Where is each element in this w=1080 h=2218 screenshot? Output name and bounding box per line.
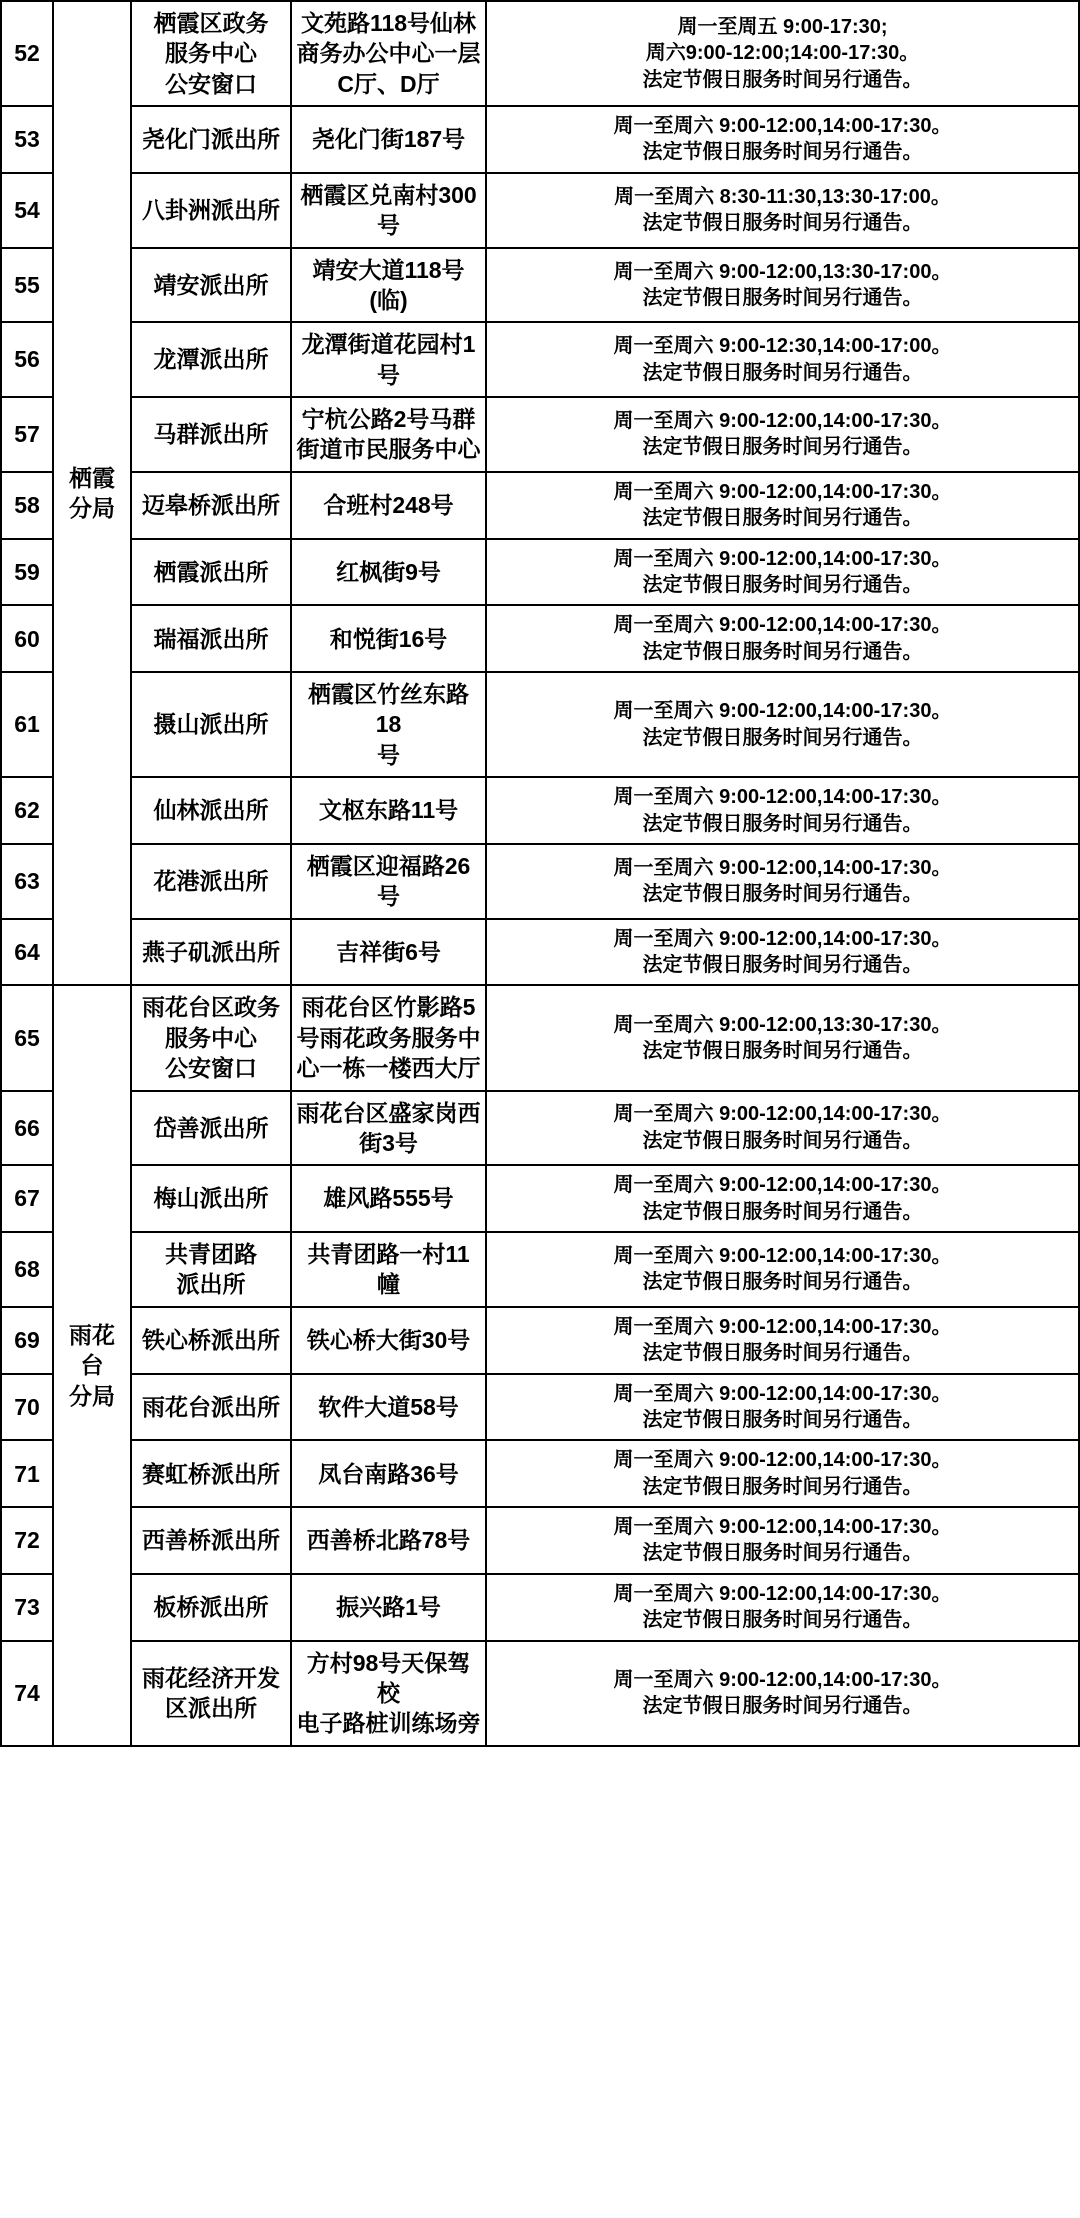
table-row: [1, 397, 1079, 472]
service-hours-cell: [486, 605, 1079, 672]
service-hours-line: 周一至周六 9:00-12:00,14:00-17:30。: [613, 1382, 952, 1405]
station-name-cell: [131, 539, 291, 606]
table-row: [1, 173, 1079, 248]
service-hours-cell: [486, 1641, 1079, 1746]
table-row: [1, 322, 1079, 397]
station-name-line: 燕子矶派出所: [142, 938, 280, 965]
station-address-line: 软件大道58号: [318, 1393, 459, 1420]
station-address-line: 振兴路1号: [336, 1594, 441, 1621]
station-address-line: 街道市民服务中心: [296, 436, 481, 463]
station-address-line: (临): [369, 286, 408, 313]
service-hours-cell: [486, 173, 1079, 248]
service-hours-line: 法定节假日服务时间另行通告。: [642, 1695, 923, 1718]
station-address-line: 宁杭公路2号马群: [301, 406, 476, 433]
row-index-cell: 66: [1, 1091, 53, 1166]
station-address-line: 铁心桥大街30号: [306, 1326, 471, 1353]
station-name-cell: [131, 1374, 291, 1441]
service-hours-cell: [486, 248, 1079, 323]
station-name-line: 服务中心: [165, 1024, 257, 1051]
service-hours-line: 周一至周六 8:30-11:30,13:30-17:00。: [614, 185, 951, 208]
table-row: [1, 985, 1079, 1090]
station-address-line: 共青团路一村11幢: [307, 1241, 470, 1298]
service-hours-line: 周一至周六 9:00-12:00,14:00-17:30。: [613, 927, 952, 950]
station-name-cell: [131, 322, 291, 397]
station-name-line: 靖安派出所: [153, 271, 269, 298]
service-hours-line: 法定节假日服务时间另行通告。: [642, 1200, 923, 1223]
row-index-cell: 67: [1, 1165, 53, 1232]
service-hours-cell: [486, 672, 1079, 777]
service-hours-line: 周一至周六 9:00-12:00,14:00-17:30。: [613, 786, 952, 809]
service-hours-line: 法定节假日服务时间另行通告。: [642, 812, 923, 835]
service-hours-line: 周一至周六 9:00-12:00,14:00-17:30。: [613, 115, 952, 138]
station-name-line: 龙潭派出所: [153, 346, 269, 373]
station-address-line: 雨花台区竹影路5: [301, 994, 476, 1021]
station-address-line: 电子路桩训练场旁: [296, 1710, 481, 1737]
service-hours-line: 周一至周六 9:00-12:00,14:00-17:30。: [613, 480, 952, 503]
bureau-cell: [53, 985, 131, 1745]
service-hours-line: 周一至周六 9:00-12:00,14:00-17:30。: [613, 856, 952, 879]
service-hours-line: 法定节假日服务时间另行通告。: [642, 286, 923, 309]
station-address-line: 栖霞区竹丝东路18: [308, 681, 469, 738]
station-name-cell: [131, 106, 291, 173]
station-address-line: 号: [377, 212, 400, 239]
station-name-cell: [131, 1440, 291, 1507]
service-hours-line: 法定节假日服务时间另行通告。: [642, 361, 923, 384]
station-name-line: 区派出所: [165, 1695, 257, 1722]
station-name-line: 瑞福派出所: [153, 625, 269, 652]
row-index-cell: 72: [1, 1507, 53, 1574]
row-index-cell: 59: [1, 539, 53, 606]
station-name-line: 铁心桥派出所: [142, 1326, 280, 1353]
station-address-cell: [291, 1574, 486, 1641]
service-hours-line: 周六9:00-12:00;14:00-17:30。: [645, 42, 920, 65]
table-row: [1, 539, 1079, 606]
station-address-cell: [291, 472, 486, 539]
row-index-cell: 57: [1, 397, 53, 472]
bureau-label-line: 雨花台: [69, 1322, 115, 1379]
service-hours-line: 周一至周六 9:00-12:00,13:30-17:00。: [613, 260, 952, 283]
row-index-cell: 58: [1, 472, 53, 539]
service-hours-cell: [486, 539, 1079, 606]
station-name-line: 雨花台派出所: [142, 1393, 280, 1420]
station-address-cell: [291, 985, 486, 1090]
station-address-line: 雄风路555号: [323, 1185, 454, 1212]
service-hours-line: 周一至周六 9:00-12:30,14:00-17:00。: [613, 335, 952, 358]
service-hours-cell: [486, 777, 1079, 844]
station-address-cell: [291, 1, 486, 106]
station-name-line: 迈皋桥派出所: [142, 491, 280, 518]
service-hours-line: 法定节假日服务时间另行通告。: [642, 1609, 923, 1632]
station-address-line: 栖霞区迎福路26号: [306, 852, 471, 910]
row-index-cell: 68: [1, 1232, 53, 1307]
row-index-cell: 70: [1, 1374, 53, 1441]
service-hours-line: 周一至周六 9:00-12:00,14:00-17:30。: [613, 1103, 952, 1126]
station-name-cell: [131, 173, 291, 248]
service-hours-line: 法定节假日服务时间另行通告。: [642, 954, 923, 977]
row-index-cell: 60: [1, 605, 53, 672]
service-hours-line: 法定节假日服务时间另行通告。: [642, 573, 923, 596]
row-index-cell: 53: [1, 106, 53, 173]
service-hours-line: 法定节假日服务时间另行通告。: [642, 1039, 923, 1062]
table-row: [1, 1165, 1079, 1232]
service-hours-line: 法定节假日服务时间另行通告。: [642, 507, 923, 530]
service-hours-line: 周一至周六 9:00-12:00,14:00-17:30。: [613, 1449, 952, 1472]
table-row: [1, 1307, 1079, 1374]
row-index-cell: 74: [1, 1641, 53, 1746]
bureau-cell: [53, 1, 131, 985]
station-name-cell: [131, 397, 291, 472]
station-address-line: 号雨花政务服务中: [296, 1024, 481, 1051]
station-address-line: 吉祥街6号: [336, 938, 441, 965]
station-name-cell: [131, 1574, 291, 1641]
row-index-cell: 55: [1, 248, 53, 323]
station-address-line: 合班村248号: [323, 491, 454, 518]
table-row: [1, 248, 1079, 323]
station-name-cell: [131, 1, 291, 106]
station-address-cell: [291, 1374, 486, 1441]
service-hours-cell: [486, 844, 1079, 919]
station-name-line: 公安窗口: [165, 1055, 257, 1082]
service-hours-line: 法定节假日服务时间另行通告。: [642, 726, 923, 749]
station-name-line: 赛虹桥派出所: [142, 1460, 280, 1487]
service-hours-line: 法定节假日服务时间另行通告。: [642, 1342, 923, 1365]
station-address-line: 栖霞区兑南村300: [300, 181, 477, 208]
station-name-line: 马群派出所: [153, 421, 269, 448]
table-row: [1, 672, 1079, 777]
row-index-cell: 54: [1, 173, 53, 248]
station-name-cell: [131, 985, 291, 1090]
station-name-cell: [131, 1091, 291, 1166]
table-row: [1, 919, 1079, 986]
row-index-cell: 63: [1, 844, 53, 919]
bureau-label-line: 分局: [69, 495, 115, 522]
station-address-line: 靖安大道118号: [312, 256, 465, 283]
table-row: [1, 1574, 1079, 1641]
station-address-line: 和悦街16号: [329, 625, 448, 652]
service-hours-line: 法定节假日服务时间另行通告。: [642, 1129, 923, 1152]
station-address-line: 雨花台区盛家岗西: [296, 1099, 481, 1126]
table-row: [1, 777, 1079, 844]
station-name-cell: [131, 844, 291, 919]
station-address-line: 西善桥北路78号: [306, 1527, 471, 1554]
station-address-cell: [291, 1507, 486, 1574]
station-name-line: 梅山派出所: [153, 1185, 269, 1212]
station-name-line: 栖霞区政务: [153, 10, 269, 36]
service-hours-cell: [486, 1507, 1079, 1574]
service-hours-cell: [486, 985, 1079, 1090]
service-hours-cell: [486, 397, 1079, 472]
station-name-line: 公安窗口: [165, 70, 257, 97]
table-row: [1, 1, 1079, 106]
station-name-line: 岱善派出所: [153, 1114, 269, 1141]
table-row: [1, 1091, 1079, 1166]
station-name-line: 服务中心: [165, 40, 257, 67]
station-address-cell: [291, 672, 486, 777]
row-index-cell: 73: [1, 1574, 53, 1641]
station-address-cell: [291, 1307, 486, 1374]
station-address-cell: [291, 106, 486, 173]
station-address-cell: [291, 1091, 486, 1166]
service-hours-cell: [486, 1232, 1079, 1307]
service-hours-cell: [486, 919, 1079, 986]
table-row: [1, 844, 1079, 919]
service-hours-line: 周一至周六 9:00-12:00,14:00-17:30。: [613, 1244, 952, 1267]
service-hours-line: 法定节假日服务时间另行通告。: [642, 212, 923, 235]
bureau-label-line: 栖霞: [69, 464, 115, 491]
station-name-line: 八卦洲派出所: [142, 197, 280, 224]
service-hours-line: 周一至周六 9:00-12:00,14:00-17:30。: [613, 409, 952, 432]
station-address-line: 号: [377, 741, 400, 768]
station-address-cell: [291, 605, 486, 672]
station-name-cell: [131, 1641, 291, 1746]
service-hours-line: 法定节假日服务时间另行通告。: [642, 68, 923, 91]
service-hours-line: 法定节假日服务时间另行通告。: [642, 436, 923, 459]
service-hours-cell: [486, 322, 1079, 397]
station-address-line: 文枢东路11号: [318, 797, 459, 824]
station-name-cell: [131, 1507, 291, 1574]
table-row: [1, 1440, 1079, 1507]
station-address-line: 红枫街9号: [336, 558, 441, 585]
service-hours-cell: [486, 1574, 1079, 1641]
station-address-cell: [291, 397, 486, 472]
service-hours-cell: [486, 1, 1079, 106]
service-hours-cell: [486, 1165, 1079, 1232]
service-hours-line: 周一至周六 9:00-12:00,13:30-17:30。: [613, 1013, 952, 1036]
row-index-cell: 56: [1, 322, 53, 397]
table-row: [1, 1232, 1079, 1307]
station-name-cell: [131, 1165, 291, 1232]
station-name-line: 花港派出所: [153, 868, 269, 895]
service-hours-cell: [486, 106, 1079, 173]
station-name-line: 派出所: [176, 1271, 246, 1298]
service-hours-line: 周一至周六 9:00-12:00,14:00-17:30。: [613, 1315, 952, 1338]
station-address-line: 心一栋一楼西大厅: [296, 1055, 481, 1082]
service-hours-line: 周一至周五 9:00-17:30;: [677, 15, 888, 38]
station-address-line: 尧化门街187号: [311, 126, 466, 153]
row-index-cell: 61: [1, 672, 53, 777]
table-row: [1, 1641, 1079, 1746]
station-name-cell: [131, 672, 291, 777]
station-address-line: 凤台南路36号: [318, 1460, 459, 1487]
service-hours-line: 法定节假日服务时间另行通告。: [642, 141, 923, 164]
station-address-cell: [291, 777, 486, 844]
service-hours-line: 周一至周六 9:00-12:00,14:00-17:30。: [613, 1516, 952, 1539]
service-hours-line: 周一至周六 9:00-12:00,14:00-17:30。: [613, 614, 952, 637]
station-name-cell: [131, 248, 291, 323]
station-name-line: 栖霞派出所: [153, 558, 269, 585]
station-name-line: 尧化门派出所: [142, 126, 280, 153]
service-hours-cell: [486, 1440, 1079, 1507]
station-name-cell: [131, 605, 291, 672]
station-name-cell: [131, 777, 291, 844]
station-address-cell: [291, 322, 486, 397]
station-address-cell: [291, 919, 486, 986]
station-name-line: 仙林派出所: [153, 797, 269, 824]
service-hours-line: 周一至周六 9:00-12:00,14:00-17:30。: [613, 1582, 952, 1605]
service-hours-line: 法定节假日服务时间另行通告。: [642, 883, 923, 906]
row-index-cell: 52: [1, 1, 53, 106]
service-hours-line: 法定节假日服务时间另行通告。: [642, 640, 923, 663]
service-hours-line: 法定节假日服务时间另行通告。: [642, 1542, 923, 1565]
station-address-line: 号: [377, 361, 400, 388]
service-hours-cell: [486, 1374, 1079, 1441]
service-hours-line: 法定节假日服务时间另行通告。: [642, 1271, 923, 1294]
row-index-cell: 62: [1, 777, 53, 844]
station-name-line: 雨花经济开发: [142, 1664, 280, 1691]
service-hours-line: 法定节假日服务时间另行通告。: [642, 1408, 923, 1431]
row-index-cell: 64: [1, 919, 53, 986]
station-address-cell: [291, 539, 486, 606]
table-row: [1, 1507, 1079, 1574]
table-row: [1, 472, 1079, 539]
station-name-cell: [131, 1307, 291, 1374]
station-name-line: 板桥派出所: [153, 1594, 269, 1621]
station-address-cell: [291, 1641, 486, 1746]
table-row: [1, 106, 1079, 173]
station-address-cell: [291, 1165, 486, 1232]
station-address-line: 商务办公中心一层: [296, 40, 481, 67]
station-name-cell: [131, 1232, 291, 1307]
bureau-label-line: 分局: [69, 1382, 115, 1409]
table-row: [1, 605, 1079, 672]
station-name-cell: [131, 472, 291, 539]
row-index-cell: 71: [1, 1440, 53, 1507]
service-hours-line: 周一至周六 9:00-12:00,14:00-17:30。: [613, 700, 952, 723]
station-address-cell: [291, 1440, 486, 1507]
service-hours-line: 法定节假日服务时间另行通告。: [642, 1475, 923, 1498]
station-address-line: 文苑路118号仙林: [300, 10, 477, 36]
station-address-line: 方村98号天保驾校: [306, 1649, 471, 1706]
service-hours-line: 周一至周六 9:00-12:00,14:00-17:30。: [613, 1174, 952, 1197]
station-address-cell: [291, 1232, 486, 1307]
station-name-cell: [131, 919, 291, 986]
service-hours-line: 周一至周六 9:00-12:00,14:00-17:30。: [613, 547, 952, 570]
row-index-cell: 69: [1, 1307, 53, 1374]
service-hours-line: 周一至周六 9:00-12:00,14:00-17:30。: [613, 1668, 952, 1691]
table-row: [1, 1374, 1079, 1441]
row-index-cell: 65: [1, 985, 53, 1090]
station-name-line: 摄山派出所: [153, 711, 269, 738]
station-address-line: 街3号: [359, 1129, 418, 1156]
service-hours-cell: [486, 1307, 1079, 1374]
station-name-line: 共青团路: [165, 1241, 257, 1268]
service-hours-cell: [486, 1091, 1079, 1166]
station-address-cell: [291, 173, 486, 248]
station-address-cell: [291, 844, 486, 919]
station-name-line: 西善桥派出所: [142, 1527, 280, 1554]
station-address-line: 龙潭街道花园村1: [301, 331, 476, 358]
station-address-cell: [291, 248, 486, 323]
station-address-line: C厅、D厅: [337, 70, 440, 97]
service-hours-cell: [486, 472, 1079, 539]
station-name-line: 雨花台区政务: [142, 994, 280, 1021]
